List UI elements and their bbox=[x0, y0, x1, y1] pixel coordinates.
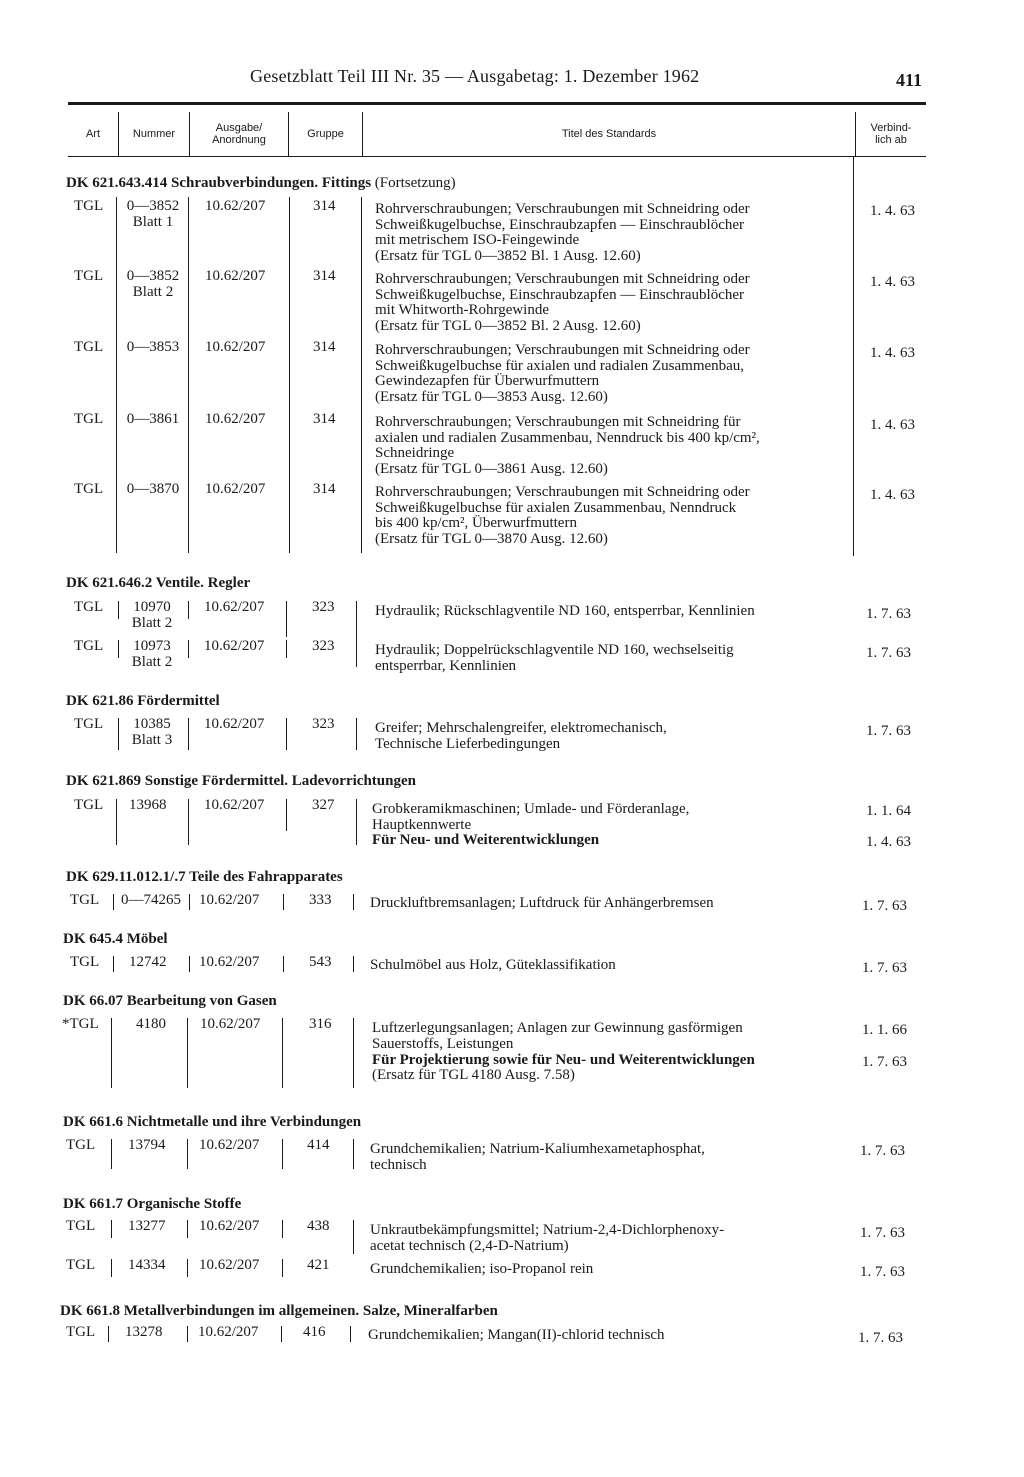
column-rule bbox=[118, 640, 119, 658]
titel-cell: Unkrautbekämpfungsmittel; Natrium-2,4-Dichlorphenoxy- acetat technisch (2,4-D-Natrium) bbox=[370, 1222, 725, 1254]
column-rule bbox=[108, 1326, 109, 1342]
nummer-cell: 13794 bbox=[128, 1137, 166, 1153]
column-rule bbox=[187, 1220, 188, 1238]
verbindlich-cell: 1. 4. 63 bbox=[870, 487, 915, 503]
column-rule bbox=[350, 1326, 351, 1342]
ausgabe-cell: 10.62/207 bbox=[205, 339, 266, 355]
column-rule bbox=[188, 197, 189, 553]
ausgabe-cell: 10.62/207 bbox=[198, 1324, 259, 1340]
column-rule bbox=[111, 1259, 112, 1277]
nummer-cell: 13278 bbox=[125, 1324, 163, 1340]
ausgabe-cell: 10.62/207 bbox=[204, 599, 265, 615]
section-title: DK 621.86 Fördermittel bbox=[66, 693, 220, 709]
nummer-cell: 10385 Blatt 3 bbox=[131, 716, 173, 748]
gruppe-cell: 314 bbox=[313, 268, 336, 284]
nummer-cell: 0—3852 Blatt 1 bbox=[126, 198, 180, 230]
section-title: DK 621.869 Sonstige Fördermittel. Ladevorrichtungen bbox=[66, 773, 416, 789]
verbindlich-cell: 1. 7. 63 bbox=[862, 898, 907, 914]
gruppe-cell: 438 bbox=[307, 1218, 330, 1234]
verbindlich-cell: 1. 4. 63 bbox=[870, 203, 915, 219]
ausgabe-cell: 10.62/207 bbox=[204, 638, 265, 654]
nummer-cell: 14334 bbox=[128, 1257, 166, 1273]
gruppe-cell: 421 bbox=[307, 1257, 330, 1273]
art-cell: TGL bbox=[66, 1324, 96, 1340]
nummer-cell: 13968 bbox=[129, 797, 167, 813]
verbindlich-cell: 1. 7. 63 bbox=[860, 1264, 905, 1280]
column-rule bbox=[282, 1018, 283, 1088]
verbindlich-cell: 1. 7. 63 bbox=[866, 606, 911, 622]
art-cell: *TGL bbox=[62, 1016, 99, 1032]
art-cell: TGL bbox=[66, 1137, 96, 1153]
ausgabe-cell: 10.62/207 bbox=[205, 268, 266, 284]
column-rule bbox=[853, 156, 854, 556]
titel-cell: Schulmöbel aus Holz, Güteklassifikation bbox=[370, 957, 616, 973]
column-rule bbox=[187, 1259, 188, 1277]
verbindlich-cell: 1. 7. 63 bbox=[858, 1330, 903, 1346]
column-rule bbox=[282, 1139, 283, 1169]
column-rule bbox=[111, 1139, 112, 1169]
column-rule bbox=[187, 1326, 188, 1342]
gruppe-cell: 316 bbox=[309, 1016, 332, 1032]
ausgabe-cell: 10.62/207 bbox=[199, 954, 260, 970]
gruppe-cell: 543 bbox=[309, 954, 332, 970]
art-cell: TGL bbox=[66, 1218, 96, 1234]
page-number: 411 bbox=[896, 70, 923, 90]
titel-cell-note: (Ersatz für TGL 4180 Ausg. 7.58) bbox=[372, 1067, 575, 1083]
art-cell: TGL bbox=[74, 599, 104, 615]
section-title: DK 661.8 Metallverbindungen im allgemeinen. Salze, Mineralfarben bbox=[60, 1303, 498, 1319]
column-rule bbox=[188, 718, 189, 750]
titel-cell-bold: Für Projektierung sowie für Neu- und Weiterentwicklungen bbox=[372, 1052, 755, 1068]
titel-cell: Rohrverschraubungen; Verschraubungen mit Schneidring oder Schweißkugelbuchse, Einschraubzapfen — Einschraublöcher mit metrischem ISO-Feingewinde (Ersatz für TGL 0—3852 Bl. 1 Ausg. 12.60) bbox=[375, 201, 750, 264]
verbindlich-cell: 1. 7. 63 bbox=[860, 1143, 905, 1159]
column-header-verbindlich: Verbind- lich ab bbox=[870, 122, 912, 146]
gruppe-cell: 333 bbox=[309, 892, 332, 908]
column-rule bbox=[189, 956, 190, 972]
column-rule bbox=[113, 894, 114, 910]
column-rule bbox=[286, 601, 287, 637]
titel-cell: Hydraulik; Doppelrückschlagventile ND 160, wechselseitig entsperrbar, Kennlinien bbox=[375, 642, 734, 674]
ausgabe-cell: 10.62/207 bbox=[199, 892, 260, 908]
titel-cell: Rohrverschraubungen; Verschraubungen mit Schneidring oder Schweißkugelbuchse für axialen Zusammenbau, Nenndruck bis 400 kp/cm², Überwurfmuttern (Ersatz für TGL 0—3870 Ausg. 12.60) bbox=[375, 484, 750, 547]
section-title: DK 621.643.414 Schraubverbindungen. Fittings (Fortsetzung) bbox=[66, 175, 456, 191]
nummer-cell: 0—3861 bbox=[126, 411, 180, 427]
gruppe-cell: 314 bbox=[313, 481, 336, 497]
gruppe-cell: 314 bbox=[313, 339, 336, 355]
column-rule bbox=[282, 1220, 283, 1238]
nummer-cell: 10970 Blatt 2 bbox=[131, 599, 173, 631]
column-rule bbox=[283, 956, 284, 972]
section-title: DK 629.11.012.1/.7 Teile des Fahrapparates bbox=[66, 869, 343, 885]
verbindlich-cell: 1. 4. 63 bbox=[870, 417, 915, 433]
column-rule bbox=[353, 1139, 354, 1169]
art-cell: TGL bbox=[66, 1257, 96, 1273]
gruppe-cell: 314 bbox=[313, 411, 336, 427]
verbindlich-cell: 1. 1. 66 bbox=[862, 1022, 907, 1038]
section-title: DK 66.07 Bearbeitung von Gasen bbox=[63, 993, 277, 1009]
art-cell: TGL bbox=[74, 339, 104, 355]
column-rule bbox=[116, 197, 117, 553]
titel-cell: Luftzerlegungsanlagen; Anlagen zur Gewinnung gasförmigen Sauerstoffs, Leistungen bbox=[372, 1020, 743, 1052]
column-rule bbox=[353, 956, 354, 972]
column-rule bbox=[286, 799, 287, 831]
header-rule bbox=[68, 102, 926, 105]
art-cell: TGL bbox=[74, 481, 104, 497]
column-header-art: Art bbox=[68, 112, 119, 156]
column-rule bbox=[356, 799, 357, 845]
nummer-cell: 12742 bbox=[129, 954, 167, 970]
gruppe-cell: 314 bbox=[313, 198, 336, 214]
titel-cell: Hydraulik; Rückschlagventile ND 160, entsperrbar, Kennlinien bbox=[375, 603, 755, 619]
gruppe-cell: 327 bbox=[312, 797, 335, 813]
column-rule bbox=[113, 956, 114, 972]
verbindlich-cell: 1. 7. 63 bbox=[866, 645, 911, 661]
column-rule bbox=[118, 601, 119, 619]
nummer-cell: 13277 bbox=[128, 1218, 166, 1234]
verbindlich-cell: 1. 7. 63 bbox=[862, 1054, 907, 1070]
column-header-ausgabe: Ausgabe/ Anordnung bbox=[190, 112, 289, 156]
titel-cell-bold: Für Neu- und Weiterentwicklungen bbox=[372, 832, 600, 848]
column-rule bbox=[116, 799, 117, 845]
nummer-cell: 10973 Blatt 2 bbox=[131, 638, 173, 670]
verbindlich-cell: 1. 4. 63 bbox=[870, 345, 915, 361]
column-rule bbox=[283, 894, 284, 910]
titel-cell: Greifer; Mehrschalengreifer, elektromechanisch, Technische Lieferbedingungen bbox=[375, 720, 667, 752]
art-cell: TGL bbox=[74, 268, 104, 284]
titel-cell: Druckluftbremsanlagen; Luftdruck für Anhängerbremsen bbox=[370, 895, 714, 911]
nummer-cell: 0—3852 Blatt 2 bbox=[126, 268, 180, 300]
nummer-cell: 0—74265 bbox=[121, 892, 181, 908]
column-rule bbox=[187, 1018, 188, 1088]
nummer-cell: 0—3853 bbox=[126, 339, 180, 355]
column-rule bbox=[286, 640, 287, 658]
column-rule bbox=[188, 601, 189, 619]
ausgabe-cell: 10.62/207 bbox=[199, 1137, 260, 1153]
art-cell: TGL bbox=[70, 954, 100, 970]
gruppe-cell: 323 bbox=[312, 638, 335, 654]
verbindlich-cell: 1. 1. 64 bbox=[866, 803, 911, 819]
ausgabe-cell: 10.62/207 bbox=[205, 411, 266, 427]
column-rule bbox=[353, 894, 354, 910]
section-title: DK 661.7 Organische Stoffe bbox=[63, 1196, 242, 1212]
section-title: DK 621.646.2 Ventile. Regler bbox=[66, 575, 251, 591]
verbindlich-cell: 1. 7. 63 bbox=[860, 1225, 905, 1241]
column-rule bbox=[111, 1018, 112, 1088]
ausgabe-cell: 10.62/207 bbox=[199, 1218, 260, 1234]
titel-cell: Grundchemikalien; iso-Propanol rein bbox=[370, 1261, 594, 1277]
art-cell: TGL bbox=[74, 411, 104, 427]
column-rule bbox=[289, 197, 290, 553]
ausgabe-cell: 10.62/207 bbox=[204, 716, 265, 732]
column-rule bbox=[356, 601, 357, 667]
column-rule bbox=[281, 1326, 282, 1342]
art-cell: TGL bbox=[70, 892, 100, 908]
art-cell: TGL bbox=[74, 797, 104, 813]
titel-cell: Rohrverschraubungen; Verschraubungen mit Schneidring für axialen und radialen Zusammenbau, Nenndruck bis 400 kp/cm², Schneidringe (Ersatz für TGL 0—3861 Ausg. 12.60) bbox=[375, 414, 760, 477]
column-rule bbox=[188, 799, 189, 845]
ausgabe-cell: 10.62/207 bbox=[200, 1016, 261, 1032]
titel-cell: Grundchemikalien; Natrium-Kaliumhexametaphosphat, technisch bbox=[370, 1141, 705, 1173]
gruppe-cell: 414 bbox=[307, 1137, 330, 1153]
titel-cell: Grundchemikalien; Mangan(II)-chlorid technisch bbox=[368, 1327, 665, 1343]
column-rule bbox=[188, 640, 189, 658]
column-rule bbox=[356, 718, 357, 750]
header-bottom-rule bbox=[68, 156, 926, 157]
titel-cell: Grobkeramikmaschinen; Umlade- und Förderanlage, Hauptkennwerte bbox=[372, 801, 690, 833]
column-rule bbox=[353, 1220, 354, 1254]
gruppe-cell: 323 bbox=[312, 716, 335, 732]
section-title: DK 661.6 Nichtmetalle und ihre Verbindungen bbox=[63, 1114, 362, 1130]
art-cell: TGL bbox=[74, 638, 104, 654]
ausgabe-cell: 10.62/207 bbox=[199, 1257, 260, 1273]
nummer-cell: 0—3870 bbox=[126, 481, 180, 497]
verbindlich-cell: 1. 7. 63 bbox=[866, 723, 911, 739]
column-rule bbox=[189, 894, 190, 910]
ausgabe-cell: 10.62/207 bbox=[205, 198, 266, 214]
column-rule bbox=[111, 1220, 112, 1238]
column-header-nummer: Nummer bbox=[119, 112, 190, 156]
column-rule bbox=[286, 718, 287, 750]
nummer-cell: 4180 bbox=[136, 1016, 166, 1032]
art-cell: TGL bbox=[74, 716, 104, 732]
column-rule bbox=[361, 197, 362, 553]
gruppe-cell: 416 bbox=[303, 1324, 326, 1340]
ausgabe-cell: 10.62/207 bbox=[205, 481, 266, 497]
column-header-titel: Titel des Standards bbox=[363, 112, 856, 156]
titel-cell: Rohrverschraubungen; Verschraubungen mit Schneidring oder Schweißkugelbuchse, Einschraubzapfen — Einschraublöcher mit Whitworth-Rohrgewinde (Ersatz für TGL 0—3852 Bl. 2 Ausg. 12.60) bbox=[375, 271, 750, 334]
column-header-gruppe: Gruppe bbox=[289, 112, 363, 156]
art-cell: TGL bbox=[74, 198, 104, 214]
column-rule bbox=[118, 718, 119, 750]
section-title: DK 645.4 Möbel bbox=[63, 931, 168, 947]
ausgabe-cell: 10.62/207 bbox=[204, 797, 265, 813]
gruppe-cell: 323 bbox=[312, 599, 335, 615]
titel-cell: Rohrverschraubungen; Verschraubungen mit Schneidring oder Schweißkugelbuchse für axialen und radialen Zusammenbau, Gewindezapfen für Überwurfmuttern (Ersatz für TGL 0—3853 Ausg. 12.60) bbox=[375, 342, 750, 405]
verbindlich-cell: 1. 4. 63 bbox=[870, 274, 915, 290]
column-rule bbox=[282, 1259, 283, 1277]
verbindlich-cell: 1. 4. 63 bbox=[866, 834, 911, 850]
column-rule bbox=[187, 1139, 188, 1169]
page-header: Gesetzblatt Teil III Nr. 35 — Ausgabetag: 1. Dezember 1962 bbox=[250, 66, 700, 86]
verbindlich-cell: 1. 7. 63 bbox=[862, 960, 907, 976]
column-rule bbox=[353, 1018, 354, 1088]
